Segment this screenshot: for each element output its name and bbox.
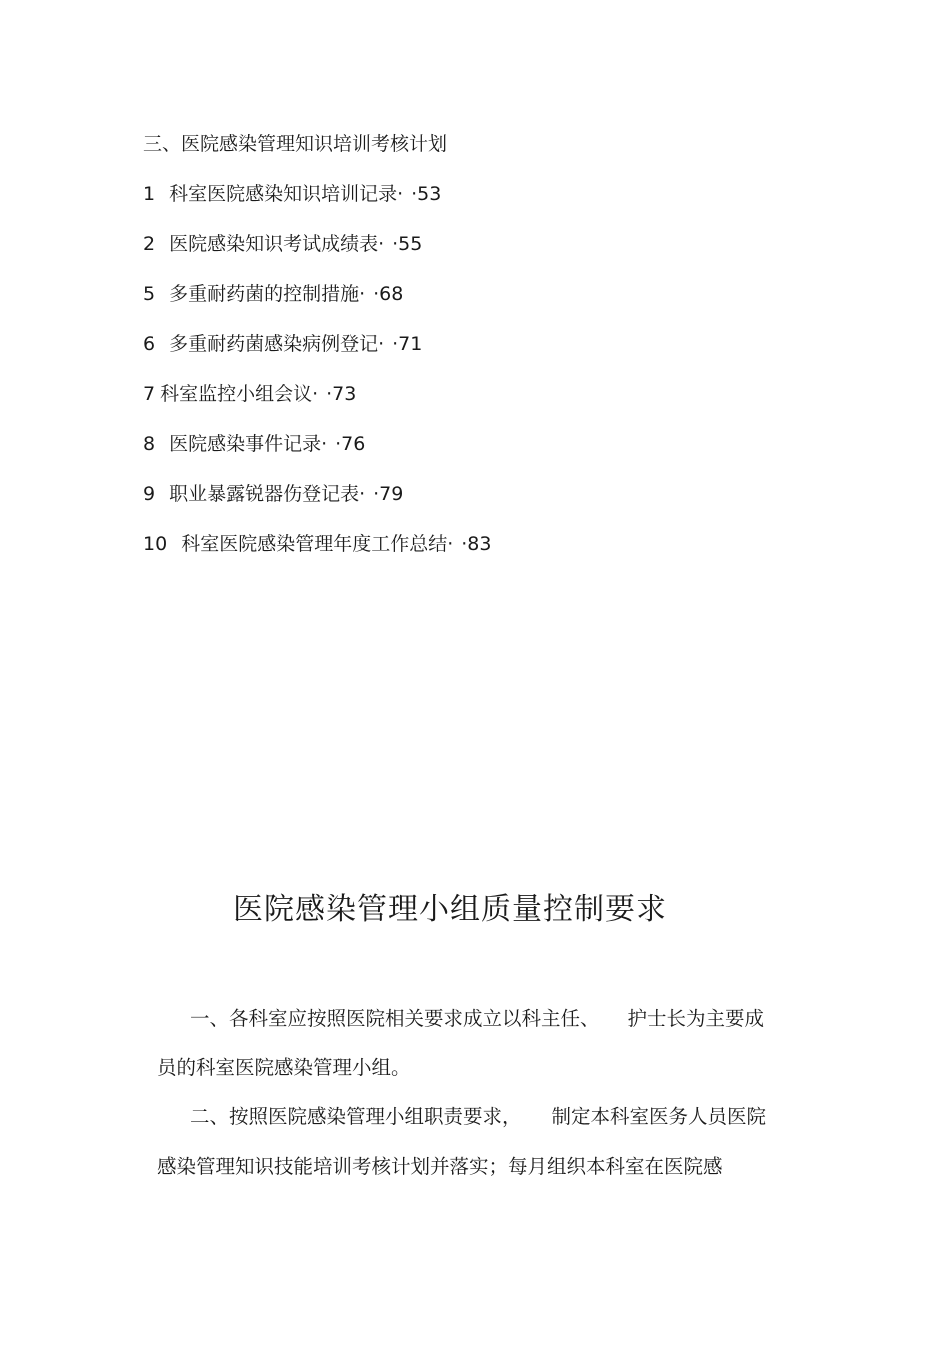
paragraph-text: 护士长为主要成 (627, 1007, 765, 1030)
toc-item[interactable] (143, 381, 491, 431)
toc-item-text: 科室监控小组会议· (160, 383, 319, 405)
paragraph-2-line-2: 感染管理知识技能培训考核计划并落实；每月组织本科室在医院感 (157, 1155, 723, 1178)
paragraph-text: 一、各科室应按照医院相关要求成立以科主任、 (190, 1007, 600, 1030)
toc-item-page: ·83 (461, 533, 492, 555)
toc-item-number: 10 (143, 533, 168, 555)
toc-item-page: ·55 (392, 233, 423, 255)
toc-item-text: 科室医院感染知识培训记录· (169, 183, 404, 205)
toc-item[interactable] (143, 331, 491, 381)
document-title: 医院感染管理小组质量控制要求 (233, 892, 667, 927)
toc-item-page: ·68 (373, 283, 404, 305)
toc-item[interactable] (143, 531, 491, 581)
toc-item[interactable] (143, 181, 491, 231)
toc-item-number: 9 (143, 483, 156, 505)
paragraph-text: 二、按照医院感染管理小组职责要求， (190, 1105, 522, 1128)
paragraph-1-line-2: 员的科室医院感染管理小组。 (157, 1056, 411, 1079)
toc-item-number: 2 (143, 233, 156, 255)
toc-item-text: 多重耐药菌感染病例登记· (169, 333, 385, 355)
toc-item-number: 5 (143, 283, 156, 305)
toc-list (143, 181, 491, 581)
toc-item-number: 6 (143, 333, 156, 355)
toc-item-page: ·79 (373, 483, 404, 505)
toc-item-page: ·73 (326, 383, 357, 405)
toc-item-text: 多重耐药菌的控制措施· (169, 283, 366, 305)
paragraph-text: 制定本科室医务人员医院 (551, 1105, 767, 1128)
toc-item-page: ·71 (392, 333, 423, 355)
toc-item[interactable] (143, 431, 491, 481)
toc-item-number: 1 (143, 183, 156, 205)
toc-item-text: 职业暴露锐器伤登记表· (169, 483, 366, 505)
paragraph-2-line-1 (190, 1104, 766, 1130)
toc-item-text: 医院感染事件记录· (169, 433, 328, 455)
toc-item-page: ·76 (335, 433, 366, 455)
toc-item[interactable] (143, 281, 491, 331)
toc-item[interactable] (143, 231, 491, 281)
toc-item-text: 医院感染知识考试成绩表· (169, 233, 385, 255)
toc-item-number: 8 (143, 433, 156, 455)
toc-item-page: ·53 (411, 183, 442, 205)
toc-heading: 三、医院感染管理知识培训考核计划 (143, 133, 448, 155)
paragraph-1-line-1 (190, 1006, 764, 1032)
toc-item-text: 科室医院感染管理年度工作总结· (181, 533, 454, 555)
toc-item-number: 7 (143, 383, 156, 405)
toc-item[interactable] (143, 481, 491, 531)
